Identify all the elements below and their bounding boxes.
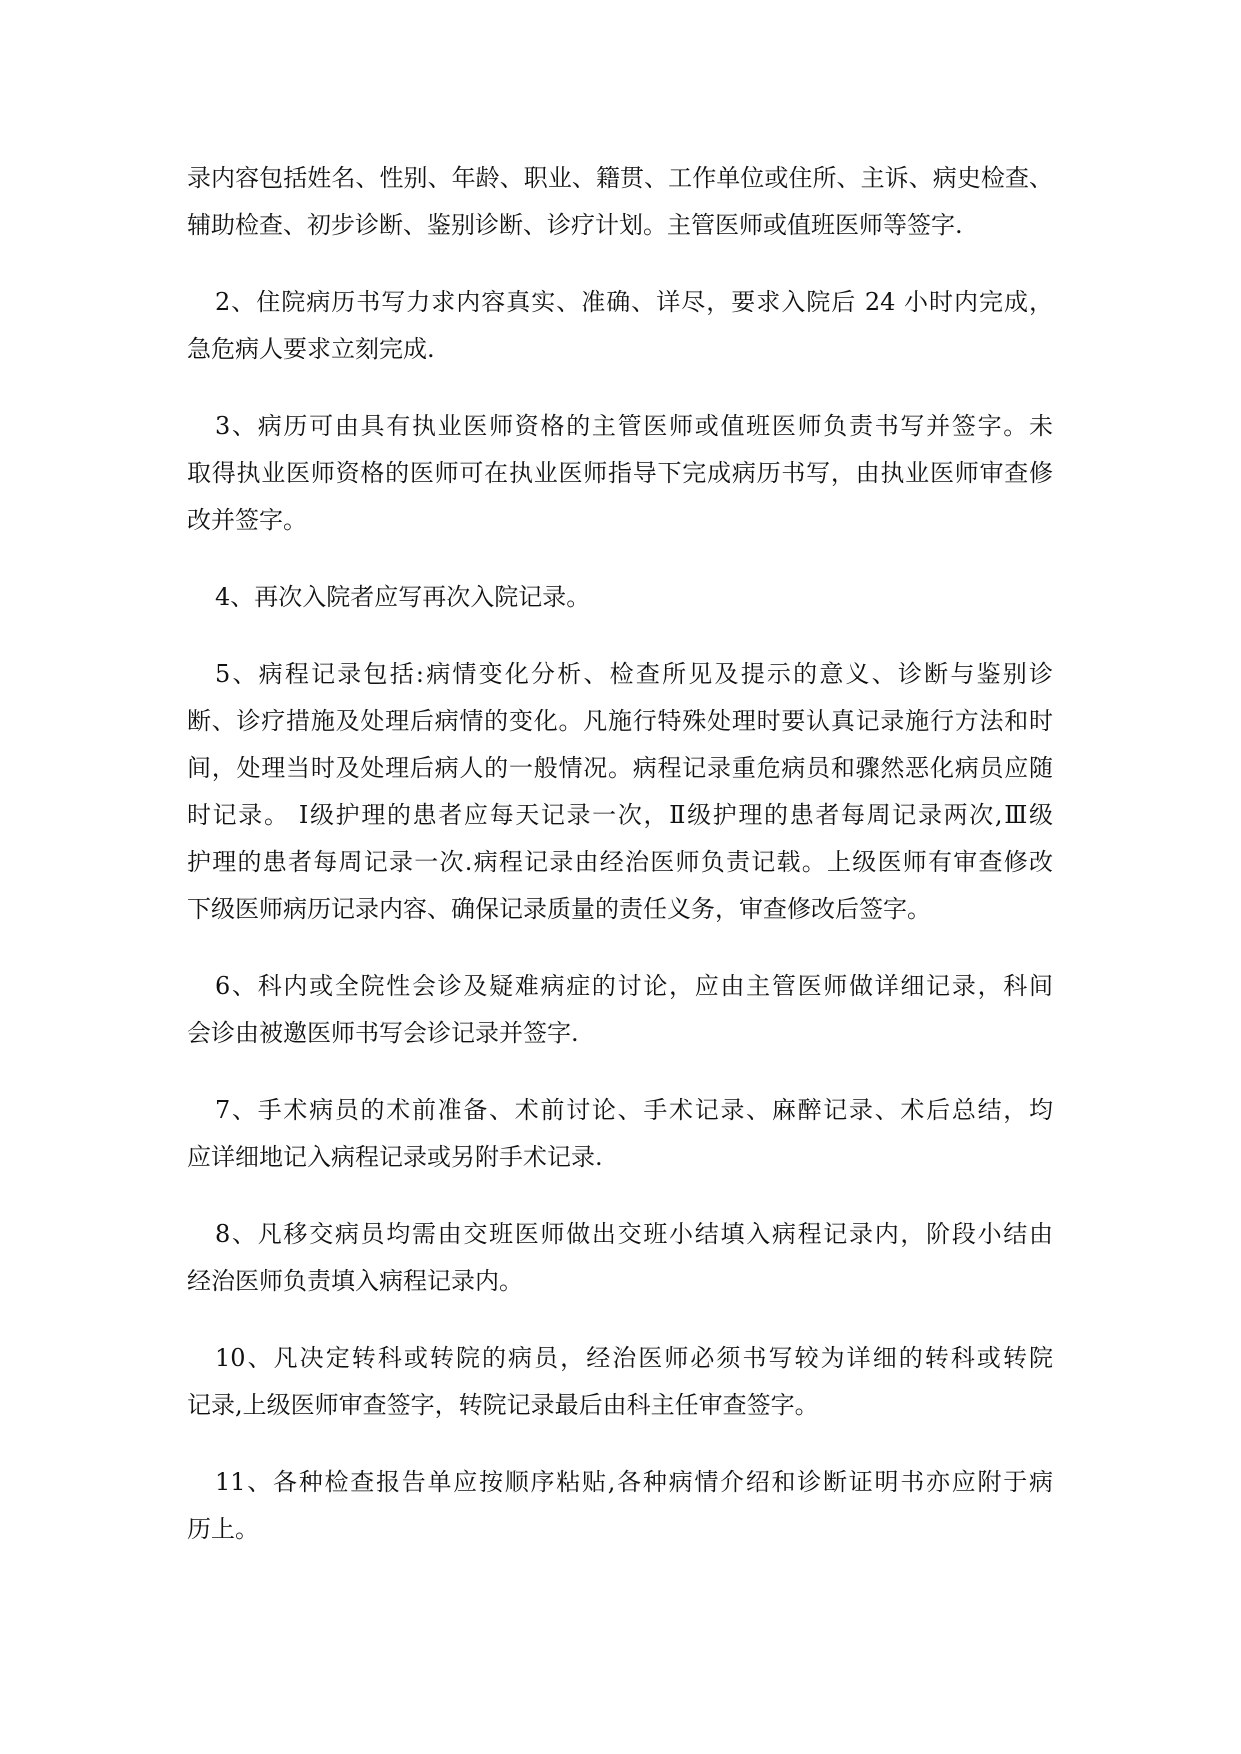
text-line: 下级医师病历记录内容、确保记录质量的责任义务，审查修改后签字。 bbox=[187, 895, 931, 923]
paragraph bbox=[187, 155, 1053, 249]
paragraph bbox=[187, 1459, 1053, 1553]
text-line: 护理的患者每周记录一次.病程记录由经治医师负责记载。上级医师有审查修改 bbox=[187, 848, 1053, 876]
paragraph bbox=[187, 279, 1053, 373]
text-line: 经治医师负责填入病程记录内。 bbox=[187, 1267, 523, 1295]
text-line: 时记录。 Ⅰ级护理的患者应每天记录一次，Ⅱ级护理的患者每周记录两次,Ⅲ级 bbox=[187, 801, 1053, 829]
text-line: 录内容包括姓名、性别、年龄、职业、籍贯、工作单位或住所、主诉、病史检查、 bbox=[187, 164, 1053, 192]
text-line: 记录,上级医师审查签字，转院记录最后由科主任审查签字。 bbox=[187, 1391, 819, 1419]
text-line: 8、凡移交病员均需由交班医师做出交班小结填入病程记录内，阶段小结由 bbox=[215, 1220, 1053, 1248]
text-line: 会诊由被邀医师书写会诊记录并签字. bbox=[187, 1019, 579, 1047]
paragraph bbox=[187, 1335, 1053, 1429]
paragraph bbox=[187, 403, 1053, 544]
text-line: 历上。 bbox=[187, 1515, 259, 1543]
text-line: 应详细地记入病程记录或另附手术记录. bbox=[187, 1143, 603, 1171]
paragraph bbox=[187, 651, 1053, 933]
text-line: 10、凡决定转科或转院的病员，经治医师必须书写较为详细的转科或转院 bbox=[215, 1344, 1053, 1372]
document-page bbox=[187, 155, 1053, 1583]
paragraph bbox=[187, 1211, 1053, 1305]
text-line: 5、病程记录包括:病情变化分析、检查所见及提示的意义、诊断与鉴别诊 bbox=[215, 660, 1053, 688]
text-line: 改并签字。 bbox=[187, 506, 307, 534]
text-line: 6、科内或全院性会诊及疑难病症的讨论，应由主管医师做详细记录，科间 bbox=[215, 972, 1053, 1000]
text-line: 断、诊疗措施及处理后病情的变化。凡施行特殊处理时要认真记录施行方法和时 bbox=[187, 707, 1053, 735]
text-line: 辅助检查、初步诊断、鉴别诊断、诊疗计划。主管医师或值班医师等签字. bbox=[187, 211, 963, 239]
text-line: 间，处理当时及处理后病人的一般情况。病程记录重危病员和骤然恶化病员应随 bbox=[187, 754, 1053, 782]
text-line: 急危病人要求立刻完成. bbox=[187, 335, 435, 363]
text-line: 取得执业医师资格的医师可在执业医师指导下完成病历书写，由执业医师审查修 bbox=[187, 459, 1053, 487]
text-line: 2、住院病历书写力求内容真实、准确、详尽，要求入院后 24 小时内完成， bbox=[215, 288, 1053, 316]
text-line: 3、病历可由具有执业医师资格的主管医师或值班医师负责书写并签字。未 bbox=[215, 412, 1053, 440]
text-line: 11、各种检查报告单应按顺序粘贴,各种病情介绍和诊断证明书亦应附于病 bbox=[215, 1468, 1053, 1496]
text-line: 4、再次入院者应写再次入院记录。 bbox=[215, 583, 591, 611]
paragraph bbox=[187, 963, 1053, 1057]
text-line: 7、手术病员的术前准备、术前讨论、手术记录、麻醉记录、术后总结，均 bbox=[215, 1096, 1053, 1124]
paragraph bbox=[187, 574, 1053, 621]
paragraph bbox=[187, 1087, 1053, 1181]
